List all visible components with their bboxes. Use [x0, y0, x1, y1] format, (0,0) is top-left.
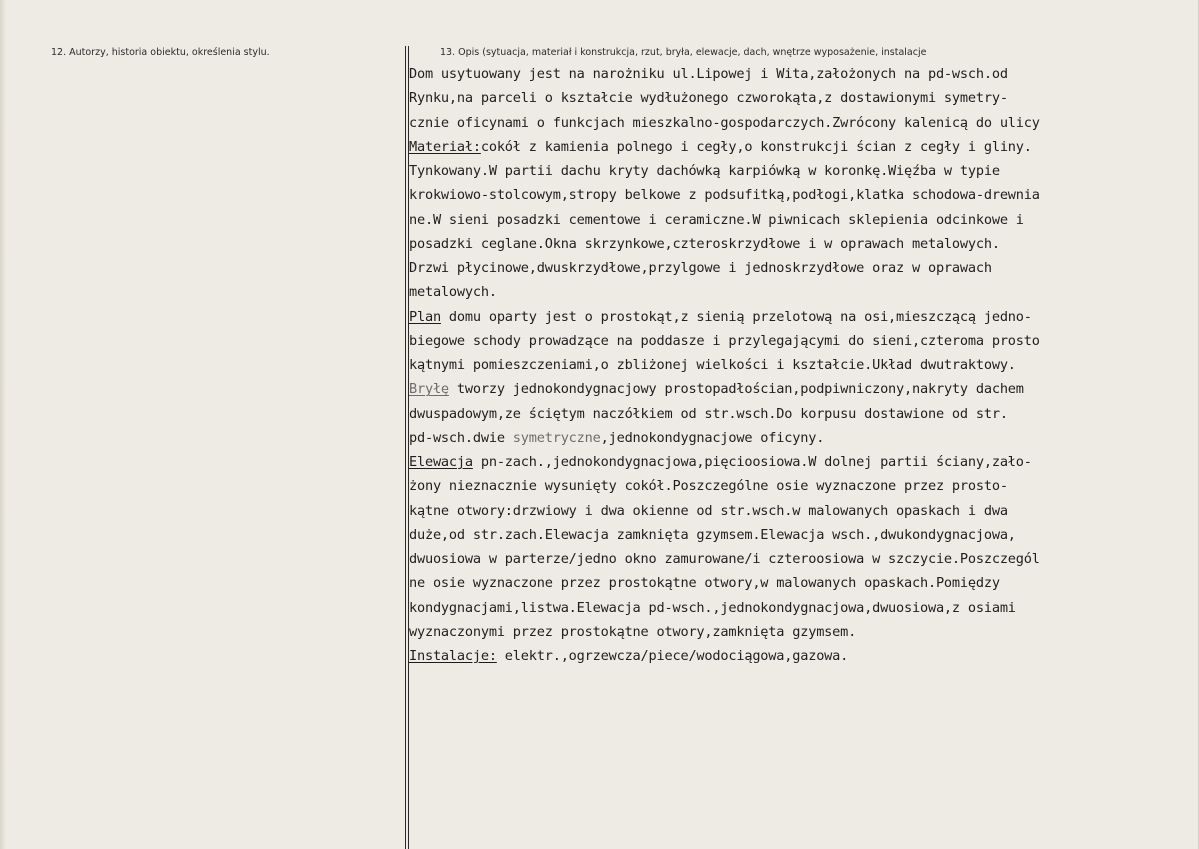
- text-line: [409, 523, 1189, 547]
- text-run: symetryczne: [512, 429, 601, 446]
- text-line: [409, 305, 1189, 329]
- text-run: ne.W sieni posadzki cementowe i ceramiczne.W piwnicach sklepienia odcinkowe i: [409, 211, 1024, 228]
- text-run: pd-wsch.dwie: [409, 429, 513, 446]
- text-line: [409, 232, 1189, 256]
- text-line: [409, 547, 1189, 571]
- text-run: Dom usytuowany jest na narożniku ul.Lipowej i Wita,założonych na pd-wsch.od: [409, 66, 1008, 82]
- text-line: [409, 450, 1189, 474]
- field-12-header: 12. Autorzy, historia obiektu, określenia stylu.: [51, 47, 270, 58]
- text-line: [409, 183, 1189, 207]
- text-run: duże,od str.zach.Elewacja zamknięta gzymsem.Elewacja wsch.,dwukondygnacjowa,: [409, 526, 1016, 543]
- text-line: [409, 159, 1189, 183]
- text-run: Tynkowany.W partii dachu kryty dachówką karpiówką w koronkę.Więźba w typie: [409, 163, 1000, 179]
- text-run: tworzy jednokondygnacjowy prostopadłościan,podpiwniczony,nakryty dachem: [448, 381, 1024, 398]
- text-line: [409, 135, 1189, 159]
- text-run: dwuspadowym,ze ściętym naczółkiem od str.wsch.Do korpusu dostawione od str.: [409, 405, 1008, 422]
- text-run: ne osie wyznaczone przez prostokątne otwory,w malowanych opaskach.Pomiędzy: [409, 575, 1000, 592]
- text-run: pn-zach.,jednokondygnacjowa,pięcioosiowa.W dolnej partii ściany,zało-: [472, 454, 1032, 470]
- text-line: [409, 329, 1189, 353]
- text-line: [409, 571, 1189, 595]
- text-run: kondygnacjami,listwa.Elewacja pd-wsch.,jednokondygnacjowa,dwuosiowa,z osiami: [409, 599, 1016, 616]
- text-run: dwuosiowa w parterze/jedno okno zamurowane/i czteroosiowa w szczycie.Poszczegól: [409, 551, 1040, 567]
- text-run: elektr.,ogrzewcza/piece/wodociągowa,gazowa.: [496, 648, 849, 664]
- column-divider: [405, 46, 406, 849]
- text-line: [409, 256, 1189, 280]
- text-run: kątnymi pomieszczeniami,o zbliżonej wielkości i kształcie.Układ dwutraktowy.: [409, 357, 1016, 373]
- text-line: [409, 208, 1189, 232]
- section-heading: Instalacje:: [409, 648, 497, 664]
- text-run: kątne otwory:drzwiowy i dwa okienne od str.wsch.w malowanych opaskach i dwa: [409, 502, 1008, 519]
- text-run: cznie oficynami o funkcjach mieszkalno-gospodarczych.Zwrócony kalenicą do ulicy: [409, 114, 1040, 131]
- text-run: wyznaczonymi przez prostokątne otwory,zamknięta gzymsem.: [409, 623, 857, 640]
- text-run: metalowych.: [409, 284, 497, 301]
- section-heading: Elewacja: [409, 454, 473, 470]
- text-run: Rynku,na parceli o kształcie wydłużonego czworokąta,z dostawionymi symetry-: [409, 90, 1008, 107]
- text-line: [409, 62, 1189, 86]
- text-line: [409, 474, 1189, 498]
- text-line: [409, 402, 1189, 426]
- description-text: [409, 62, 1189, 668]
- text-run: posadzki ceglane.Okna skrzynkowe,czteroskrzydłowe i w oprawach metalowych.: [409, 235, 1000, 252]
- text-run: krokwiowo-stolcowym,stropy belkowe z podsufitką,podłogi,klatka schodowa-drewnia: [409, 187, 1040, 204]
- section-heading: Materiał:: [409, 138, 481, 155]
- text-line: [409, 111, 1189, 135]
- section-heading: Plan: [409, 308, 441, 325]
- text-line: [409, 377, 1189, 401]
- text-run: Drzwi płycinowe,dwuskrzydłowe,przylgowe i jednoskrzydłowe oraz w oprawach: [409, 260, 992, 276]
- text-line: [409, 353, 1189, 377]
- text-line: [409, 426, 1189, 450]
- section-heading: Bryłę: [409, 381, 449, 398]
- text-line: [409, 86, 1189, 110]
- text-run: ,jednokondygnacjowe oficyny.: [600, 429, 825, 446]
- text-run: cokół z kamienia polnego i cegły,o konstrukcji ścian z cegły i gliny.: [480, 138, 1032, 155]
- text-run: domu oparty jest o prostokąt,z sienią przelotową na osi,mieszczącą jedno-: [440, 308, 1032, 325]
- text-line: [409, 280, 1189, 304]
- text-line: [409, 596, 1189, 620]
- text-line: [409, 620, 1189, 644]
- text-line: [409, 499, 1189, 523]
- page-edge: [0, 0, 6, 849]
- text-line: [409, 644, 1189, 668]
- text-run: biegowe schody prowadzące na poddasze i przylegającymi do sieni,czteroma prosto: [409, 332, 1040, 349]
- field-13-header: 13. Opis (sytuacja, materiał i konstrukcja, rzut, bryła, elewacje, dach, wnętrze wyposażenie, instalacje: [440, 47, 927, 58]
- text-run: żony nieznacznie wysunięty cokół.Poszczególne osie wyznaczone przez prosto-: [409, 478, 1008, 495]
